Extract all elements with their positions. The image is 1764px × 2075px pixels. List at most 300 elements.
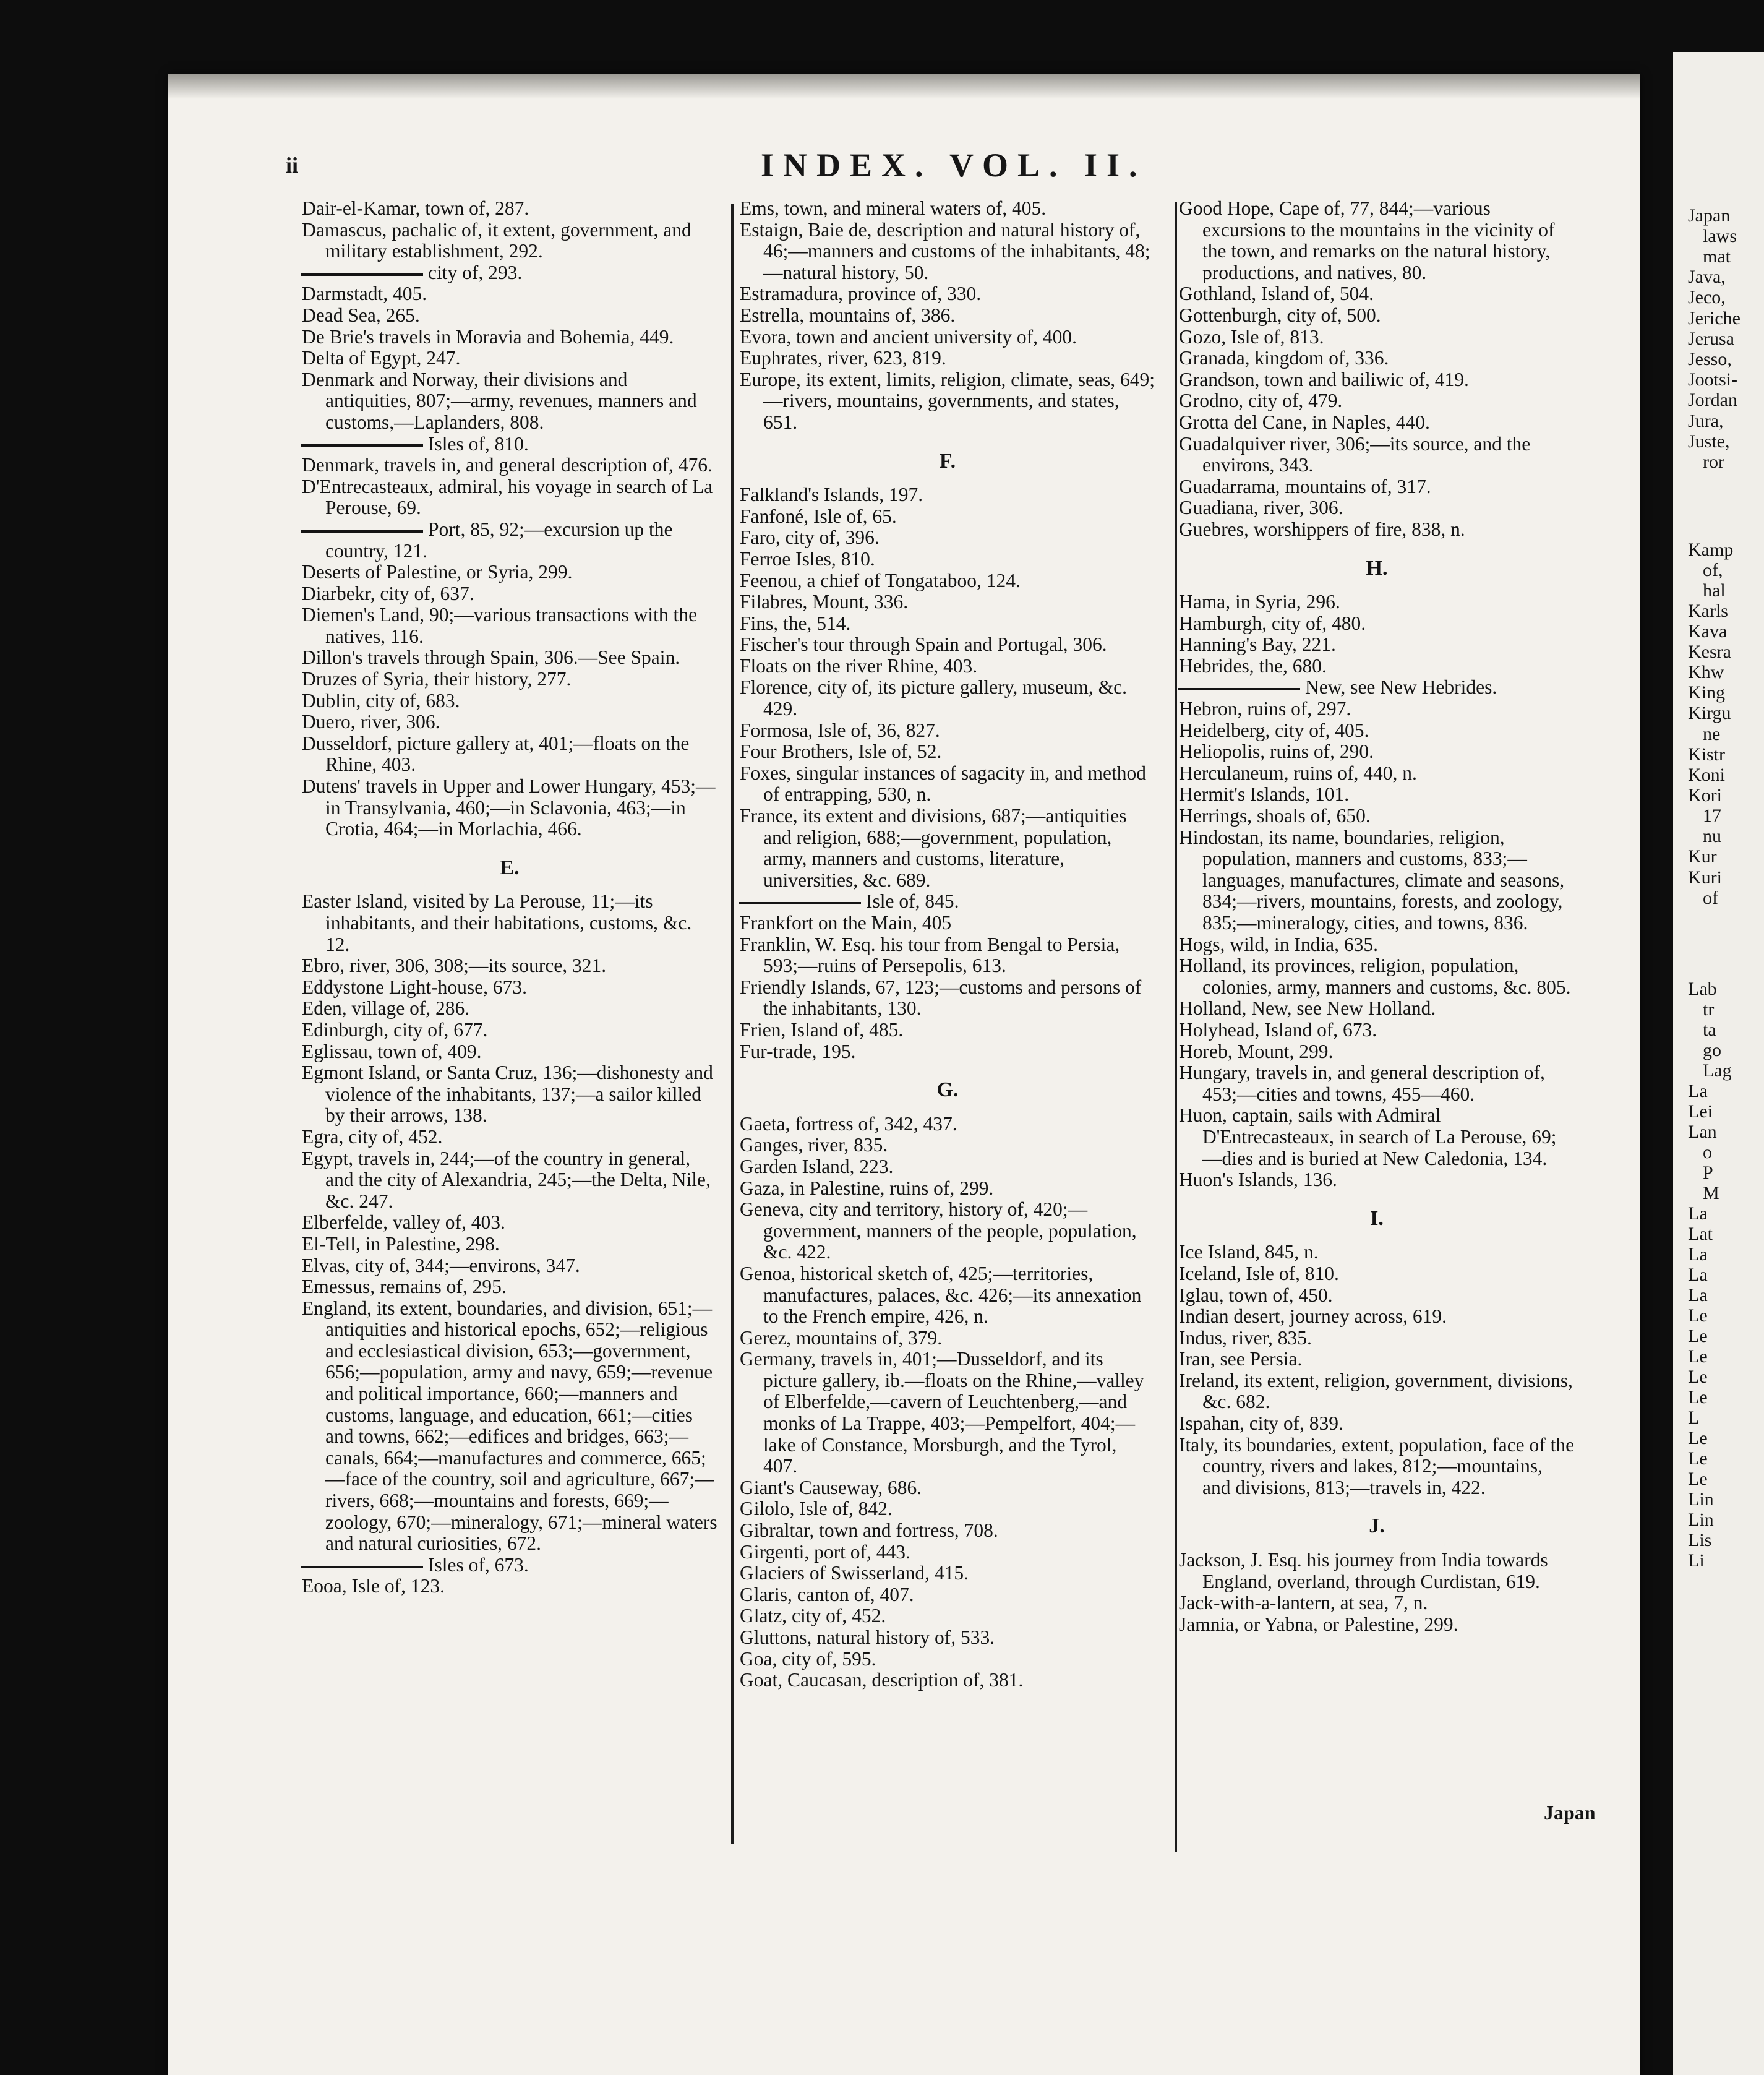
index-entry [302, 604, 717, 647]
index-entry-text: Filabres, Mount, 336. [740, 591, 909, 613]
facing-page-word: Kesra [1688, 642, 1731, 662]
facing-page-word: Kuri [1688, 867, 1722, 888]
index-entry-text: Falkland's Islands, 197. [740, 484, 923, 506]
index-entry-text: Iglau, town of, 450. [1179, 1284, 1333, 1306]
index-entry [302, 776, 717, 840]
index-entry [302, 583, 717, 605]
section-letter: E. [500, 856, 520, 879]
index-entry-text: Good Hope, Cape of, 77, 844;—various excursions to the mountains in the vicinity of the town, and remarks on the natural history, productions, and natives, 80. [1179, 197, 1555, 283]
index-entry-text: Gaza, in Palestine, ruins of, 299. [740, 1177, 994, 1199]
index-entry [740, 934, 1155, 977]
index-entry-text: Duero, river, 306. [302, 711, 440, 733]
index-entry [1179, 720, 1575, 742]
section-letter: J. [1369, 1514, 1385, 1538]
index-entry-text: Isles of, 810. [428, 432, 529, 455]
facing-page-word: Le [1688, 1387, 1708, 1407]
index-entry [302, 327, 717, 348]
index-entry-text: Glaciers of Swisserland, 415. [740, 1562, 969, 1584]
index-entry [1179, 634, 1575, 656]
section-letter: H. [1366, 556, 1388, 580]
index-entry [302, 369, 717, 434]
index-entry [1179, 1413, 1575, 1435]
index-entry [740, 741, 1155, 763]
index-entry [1179, 476, 1575, 498]
index-entry [302, 348, 717, 369]
index-column-right [1179, 198, 1575, 1635]
ditto-dash [301, 1566, 423, 1568]
index-entry-text: Fins, the, 514. [740, 612, 851, 634]
section-letter: F. [939, 449, 956, 473]
index-entry-text: Jamnia, or Yabna, or Palestine, 299. [1179, 1613, 1458, 1635]
facing-page-word: Lei [1688, 1101, 1713, 1122]
index-entry [1179, 827, 1575, 934]
index-entry-text: Isles of, 673. [428, 1553, 529, 1576]
index-entry [740, 1156, 1155, 1178]
facing-page-word: Kistr [1688, 744, 1725, 765]
index-entry-text: Hebron, ruins of, 297. [1179, 698, 1351, 720]
index-entry [740, 806, 1155, 891]
index-entry-text: Formosa, Isle of, 36, 827. [740, 719, 940, 741]
index-entry-text: Dusseldorf, picture gallery at, 401;—floats on the Rhine, 403. [302, 732, 690, 776]
facing-page-word: Khw [1688, 662, 1724, 682]
index-entry-text: Gilolo, Isle of, 842. [740, 1498, 893, 1520]
index-entry-text: city of, 293. [428, 261, 523, 283]
index-entry-text: Europe, its extent, limits, religion, climate, seas, 649;—rivers, mountains, governments, and states, 651. [740, 368, 1155, 433]
index-entry-text: Gothland, Island of, 504. [1179, 283, 1374, 305]
facing-page-word: Le [1688, 1448, 1708, 1469]
index-entry-text: Port, 85, 92;—excursion up the country, 121. [325, 518, 673, 562]
index-entry [740, 913, 1155, 934]
index-entry-text: Eglissau, town of, 409. [302, 1040, 482, 1062]
column-rule [731, 204, 734, 1844]
ditto-dash [739, 902, 861, 904]
index-entry-text: Foxes, singular instances of sagacity in, and method of entrapping, 530, n. [740, 762, 1146, 806]
ditto-dash [301, 530, 423, 533]
index-entry [1179, 613, 1575, 635]
index-entry [740, 348, 1155, 369]
index-entry-text: Estramadura, province of, 330. [740, 283, 982, 305]
index-entry [302, 690, 717, 712]
index-entry-text: Geneva, city and territory, history of, 420;—government, manners of the people, population, &c. 422. [740, 1198, 1137, 1263]
index-entry-text: Gerez, mountains of, 379. [740, 1326, 943, 1349]
index-entry-text: Evora, town and ancient university of, 400. [740, 325, 1077, 348]
index-subentry [302, 262, 717, 284]
index-entry [1179, 1105, 1575, 1169]
index-entry [1179, 1020, 1575, 1041]
index-entry [740, 1199, 1155, 1263]
index-entry-text: Darmstadt, 405. [302, 283, 427, 305]
facing-page-word: Kava [1688, 621, 1728, 642]
index-entry [740, 570, 1155, 592]
index-entry [302, 1041, 717, 1063]
facing-page-word: Kur [1688, 846, 1717, 867]
index-entry [740, 1520, 1155, 1542]
index-entry-text: Eden, village of, 286. [302, 997, 470, 1020]
facing-page-word: Lis [1688, 1530, 1712, 1550]
index-entry [302, 1148, 717, 1213]
index-entry [740, 613, 1155, 635]
index-entry [740, 305, 1155, 327]
ditto-dash [1178, 688, 1300, 690]
index-entry-text: Estrella, mountains of, 386. [740, 304, 956, 326]
facing-page-word: Kamp [1688, 539, 1734, 560]
facing-page-word: Le [1688, 1367, 1708, 1387]
facing-page-word: Koni [1688, 765, 1725, 785]
index-entry [302, 647, 717, 669]
index-entry-text: Ems, town, and mineral waters of, 405. [740, 197, 1047, 219]
facing-page-word: Java, [1688, 267, 1726, 287]
index-entry-text: Gozo, Isle of, 813. [1179, 325, 1324, 348]
index-entry [302, 711, 717, 733]
facing-page-word: Jeriche [1688, 308, 1740, 329]
index-entry-text: Holland, New, see New Holland. [1179, 997, 1436, 1020]
facing-page-word: Jerusa [1688, 329, 1734, 349]
index-entry [1179, 1242, 1575, 1263]
index-entry-text: Grodno, city of, 479. [1179, 390, 1343, 412]
index-entry-text: Isle of, 845. [866, 890, 959, 913]
index-entry-text: Frankfort on the Main, 405 [740, 912, 952, 934]
index-entry-text: Guadiana, river, 306. [1179, 497, 1343, 519]
index-entry [302, 1062, 717, 1127]
index-entry [1179, 1614, 1575, 1636]
index-entry [1179, 698, 1575, 720]
index-entry-text: Heliopolis, ruins of, 290. [1179, 741, 1374, 763]
index-entry [1179, 998, 1575, 1020]
index-entry [740, 763, 1155, 806]
index-entry [1179, 1285, 1575, 1307]
index-entry [740, 1041, 1155, 1063]
index-entry [740, 549, 1155, 570]
facing-page-word: nu [1703, 826, 1721, 846]
index-entry [1179, 283, 1575, 305]
index-entry-text: Glaris, canton of, 407. [740, 1583, 914, 1605]
index-entry-text: Holland, its provinces, religion, population, colonies, army, manners and customs, &c. 805. [1179, 955, 1571, 998]
index-subentry [740, 891, 1155, 913]
index-entry [740, 1114, 1155, 1135]
facing-page-word: Juste, [1688, 431, 1730, 452]
section-letter: G. [936, 1078, 959, 1102]
index-entry-text: Indian desert, journey across, 619. [1179, 1305, 1447, 1328]
index-column-middle [740, 198, 1155, 1691]
index-entry [1179, 1349, 1575, 1370]
index-entry [740, 198, 1155, 220]
index-entry [302, 1212, 717, 1234]
facing-page-word: Lat [1688, 1224, 1713, 1244]
index-entry [1179, 1263, 1575, 1285]
index-entry [302, 1234, 717, 1255]
index-entry [1179, 198, 1575, 283]
index-entry-text: Guadarrama, mountains of, 317. [1179, 475, 1431, 497]
facing-page-word: mat [1703, 246, 1731, 267]
index-entry-text: El-Tell, in Palestine, 298. [302, 1232, 500, 1255]
facing-page-fragment [1673, 52, 1764, 2075]
index-entry-text: Euphrates, river, 623, 819. [740, 347, 946, 369]
facing-page-word: La [1688, 1285, 1708, 1305]
index-entry-text: Ferroe Isles, 810. [740, 548, 875, 570]
index-entry-text: Hindostan, its name, boundaries, religion, population, manners and customs, 833;—languages, manufactures, climate and seasons, 834;—rivers, mountains, forests, and zoology, 835;—mineralogy, cities, and towns, 836. [1179, 826, 1565, 934]
facing-page-word: Le [1688, 1346, 1708, 1367]
index-entry [1179, 348, 1575, 369]
index-entry-text: Guadalquiver river, 306;—its source, and the environs, 343. [1179, 432, 1531, 476]
index-entry-text: Girgenti, port of, 443. [740, 1540, 910, 1563]
index-entry-text: Germany, travels in, 401;—Dusseldorf, and its picture gallery, ib.—floats on the Rhine,—valley of Elberfelde,—cavern of Leuchtenberg,—and monks of La Trappe, 403;—Pempelfort, 404;—lake of Constance, Morsburgh, and the Tyrol, 407. [740, 1348, 1144, 1477]
index-entry-text: Hebrides, the, 680. [1179, 655, 1327, 677]
index-entry-text: Franklin, W. Esq. his tour from Bengal to Persia, 593;—ruins of Persepolis, 613. [740, 933, 1120, 977]
index-entry-text: Goa, city of, 595. [740, 1648, 876, 1670]
index-entry-text: Elberfelde, valley of, 403. [302, 1211, 505, 1234]
index-entry-text: Dublin, city of, 683. [302, 689, 460, 711]
index-entry [740, 1627, 1155, 1649]
index-entry [302, 1576, 717, 1597]
index-entry [740, 220, 1155, 284]
index-entry [740, 634, 1155, 656]
facing-page-word: Lin [1688, 1489, 1714, 1510]
index-entry-text: Edinburgh, city of, 677. [302, 1018, 488, 1041]
index-entry-text: Hamburgh, city of, 480. [1179, 612, 1366, 634]
index-entry [1179, 369, 1575, 391]
index-entry-text: Granada, kingdom of, 336. [1179, 347, 1389, 369]
facing-page-word: L [1688, 1407, 1700, 1428]
index-entry [302, 1127, 717, 1148]
index-entry [740, 656, 1155, 677]
index-entry-text: Guebres, worshippers of fire, 838, n. [1179, 518, 1465, 540]
index-subentry [302, 1555, 717, 1576]
index-subentry [1179, 677, 1575, 698]
index-entry-text: Huon's Islands, 136. [1179, 1169, 1337, 1191]
index-entry [302, 220, 717, 262]
index-entry-text: England, its extent, boundaries, and division, 651;—antiquities and historical epochs, 652;—religious and ecclesiastical division, 653;—government, 656;—population, army and navy, 659;—revenue and political importance, 660;—manners and customs, language, and education, 661;—cities and towns, 662;—edifices and bridges, 663;—canals, 664;—manufactures and commerce, 665;—face of the country, soil and agriculture, 667;—rivers, 668;—mountains and forests, 669;—zoology, 670;—mineralogy, 671;—mineral waters and natural curiosities, 672. [302, 1297, 717, 1555]
index-entry-text: Hermit's Islands, 101. [1179, 783, 1350, 806]
index-entry [302, 1298, 717, 1555]
index-entry-text: Denmark and Norway, their divisions and antiquities, 807;—army, revenues, manners and customs,—Laplanders, 808. [302, 368, 697, 433]
index-entry [740, 1477, 1155, 1499]
facing-page-word: Lin [1688, 1510, 1714, 1530]
index-entry-text: Hama, in Syria, 296. [1179, 591, 1340, 613]
index-entry [1179, 434, 1575, 476]
facing-page-word: Japan [1688, 205, 1731, 226]
index-entry-text: Diarbekr, city of, 637. [302, 582, 474, 604]
index-entry [302, 669, 717, 690]
facing-page-word: P [1703, 1162, 1713, 1183]
index-entry [1179, 934, 1575, 956]
index-entry [1179, 763, 1575, 784]
index-entry [302, 198, 717, 220]
index-entry-text: Jack-with-a-lantern, at sea, 7, n. [1179, 1592, 1428, 1614]
index-entry [1179, 519, 1575, 541]
index-entry [740, 720, 1155, 742]
index-entry-text: Faro, city of, 396. [740, 526, 880, 549]
index-entry-text: Iran, see Persia. [1179, 1348, 1303, 1370]
facing-page-word: of [1703, 888, 1718, 908]
index-entry-text: Dair-el-Kamar, town of, 287. [302, 197, 529, 219]
index-entry-text: Four Brothers, Isle of, 52. [740, 741, 942, 763]
facing-page-word: La [1688, 1244, 1708, 1265]
index-entry-text: Hungary, travels in, and general description of, 453;—cities and towns, 455—460. [1179, 1062, 1545, 1105]
index-entry [1179, 390, 1575, 412]
page-number: ii [286, 153, 299, 178]
index-entry-text: France, its extent and divisions, 687;—antiquities and religion, 688;—government, population, army, manners and customs, literature, universities, &c. 689. [740, 805, 1127, 891]
index-entry [1179, 1062, 1575, 1105]
index-entry [740, 1563, 1155, 1584]
index-entry-text: Floats on the river Rhine, 403. [740, 655, 978, 677]
facing-page-word: ne [1703, 724, 1721, 744]
index-entry [1179, 1550, 1575, 1592]
index-entry-text: Herculaneum, ruins of, 440, n. [1179, 762, 1417, 784]
index-entry [1179, 955, 1575, 998]
index-entry [740, 1605, 1155, 1627]
index-entry [740, 1649, 1155, 1670]
index-entry-text: Horeb, Mount, 299. [1179, 1040, 1334, 1062]
section-letter: I. [1370, 1206, 1384, 1230]
index-entry-text: Emessus, remains of, 295. [302, 1276, 507, 1298]
index-entry [740, 591, 1155, 613]
index-entry [1179, 656, 1575, 677]
facing-page-word: Jesso, [1688, 349, 1732, 369]
index-entry-text: New, see New Hebrides. [1305, 676, 1497, 698]
index-entry-text: Gaeta, fortress of, 342, 437. [740, 1112, 957, 1135]
index-entry [740, 1498, 1155, 1520]
index-entry-text: Egra, city of, 452. [302, 1125, 443, 1148]
index-entry-text: Friendly Islands, 67, 123;—customs and persons of the inhabitants, 130. [740, 976, 1142, 1020]
index-subentry [302, 519, 717, 562]
index-entry [302, 891, 717, 955]
index-entry-text: Gluttons, natural history of, 533. [740, 1626, 995, 1648]
facing-page-word: Karls [1688, 601, 1728, 621]
index-entry [740, 1328, 1155, 1349]
facing-page-word: tr [1703, 999, 1715, 1020]
index-entry [740, 1542, 1155, 1563]
ditto-dash [301, 444, 423, 447]
index-entry [1179, 327, 1575, 348]
index-entry-text: Dead Sea, 265. [302, 304, 420, 326]
index-entry-text: Ebro, river, 306, 308;—its source, 321. [302, 955, 607, 977]
index-entry-text: Gottenburgh, city of, 500. [1179, 304, 1381, 326]
index-entry-text: Estaign, Baie de, description and natural history of, 46;—manners and customs of the inhabitants, 48;—natural history, 50. [740, 218, 1150, 283]
index-entry-text: Huon, captain, sails with Admiral D'Entrecasteaux, in search of La Perouse, 69;—dies and is buried at New Caledonia, 134. [1179, 1104, 1557, 1169]
facing-page-word: go [1703, 1040, 1721, 1060]
facing-page-word: Le [1688, 1428, 1708, 1448]
index-entry [1179, 1370, 1575, 1413]
index-entry-text: Egmont Island, or Santa Cruz, 136;—dishonesty and violence of the inhabitants, 137;—a sailor killed by their arrows, 138. [302, 1062, 713, 1127]
index-entry-text: Fischer's tour through Spain and Portugal, 306. [740, 634, 1107, 656]
index-entry-text: Holyhead, Island of, 673. [1179, 1018, 1377, 1041]
index-entry [302, 283, 717, 305]
facing-page-word: Jeco, [1688, 287, 1726, 307]
index-entry-text: Frien, Island of, 485. [740, 1018, 904, 1041]
index-entry [1179, 305, 1575, 327]
index-entry [1179, 1041, 1575, 1063]
facing-page-word: Le [1688, 1469, 1708, 1489]
index-entry-text: Hogs, wild, in India, 635. [1179, 933, 1378, 955]
index-entry-text: Jackson, J. Esq. his journey from India towards England, overland, through Curdistan, 619. [1179, 1549, 1548, 1592]
index-entry-text: D'Entrecasteaux, admiral, his voyage in search of La Perouse, 69. [302, 475, 713, 519]
index-entry-text: Goat, Caucasan, description of, 381. [740, 1669, 1024, 1691]
index-entry-text: Hanning's Bay, 221. [1179, 634, 1336, 656]
index-entry-text: Fanfoné, Isle of, 65. [740, 505, 897, 527]
index-entry [1179, 1592, 1575, 1614]
catchword: Japan [1544, 1802, 1596, 1824]
index-entry [740, 977, 1155, 1020]
facing-page-word: Jordan [1688, 390, 1737, 410]
facing-page-word: Kirgu [1688, 703, 1731, 723]
index-entry [1179, 591, 1575, 613]
index-entry [740, 1584, 1155, 1606]
index-entry [740, 1135, 1155, 1156]
facing-page-word: hal [1703, 580, 1726, 601]
index-entry-text: Herrings, shoals of, 650. [1179, 805, 1371, 827]
index-entry [740, 484, 1155, 506]
index-entry [740, 1670, 1155, 1691]
index-entry [740, 1263, 1155, 1328]
index-column-left [302, 198, 717, 1597]
facing-page-word: Le [1688, 1305, 1708, 1326]
index-entry [1179, 1435, 1575, 1499]
index-entry [1179, 1169, 1575, 1191]
index-entry-text: Gibraltar, town and fortress, 708. [740, 1519, 998, 1542]
index-entry-text: Grotta del Cane, in Naples, 440. [1179, 411, 1430, 433]
facing-page-word: Lab [1688, 979, 1717, 999]
index-entry [740, 1020, 1155, 1041]
facing-page-word: King [1688, 682, 1725, 703]
index-entry [302, 305, 717, 327]
index-entry-text: Ireland, its extent, religion, government, divisions, &c. 682. [1179, 1369, 1573, 1413]
index-entry [1179, 806, 1575, 827]
index-entry-text: Delta of Egypt, 247. [302, 347, 461, 369]
facing-page-word: Li [1688, 1550, 1705, 1571]
facing-page-word: laws [1703, 226, 1737, 246]
index-entry-text: Elvas, city of, 344;—environs, 347. [302, 1254, 580, 1276]
index-entry [1179, 784, 1575, 806]
index-entry [302, 455, 717, 476]
facing-page-word: ror [1703, 452, 1724, 472]
index-entry [740, 1349, 1155, 1477]
index-entry [1179, 1328, 1575, 1349]
index-entry-text: Heidelberg, city of, 405. [1179, 719, 1369, 741]
index-entry [302, 998, 717, 1020]
index-entry-text: Fur-trade, 195. [740, 1040, 856, 1062]
facing-page-word: Kori [1688, 785, 1722, 806]
index-entry [1179, 1306, 1575, 1328]
index-entry-text: Ganges, river, 835. [740, 1134, 888, 1156]
index-entry [302, 955, 717, 977]
index-entry [1179, 741, 1575, 763]
index-entry-text: Ice Island, 845, n. [1179, 1241, 1319, 1263]
index-entry-text: Dillon's travels through Spain, 306.—See Spain. [302, 647, 680, 669]
index-entry-text: Eooa, Isle of, 123. [302, 1575, 445, 1597]
index-subentry [302, 434, 717, 455]
index-entry [740, 506, 1155, 528]
index-entry [302, 562, 717, 583]
index-entry-text: Florence, city of, its picture gallery, museum, &c. 429. [740, 676, 1128, 720]
index-entry [740, 327, 1155, 348]
index-entry [740, 369, 1155, 434]
index-entry-text: Feenou, a chief of Tongataboo, 124. [740, 569, 1021, 591]
index-entry-text: Giant's Causeway, 686. [740, 1476, 922, 1498]
running-head: INDEX. VOL. II. [761, 147, 1147, 184]
index-entry-text: Eddystone Light-house, 673. [302, 976, 527, 998]
facing-page-word: Jootsi- [1688, 369, 1738, 390]
index-entry-text: Damascus, pachalic of, it extent, government, and military establishment, 292. [302, 218, 691, 262]
index-entry [740, 283, 1155, 305]
index-entry [302, 476, 717, 519]
facing-page-word: 17 [1703, 806, 1721, 826]
index-entry-text: De Brie's travels in Moravia and Bohemia, 449. [302, 325, 674, 348]
index-entry-text: Egypt, travels in, 244;—of the country in general, and the city of Alexandria, 245;—the Delta, Nile, &c. 247. [302, 1147, 711, 1212]
facing-page-word: La [1688, 1265, 1708, 1285]
facing-page-word: ta [1703, 1020, 1716, 1040]
index-entry-text: Indus, river, 835. [1179, 1326, 1312, 1349]
facing-page-word: Lag [1703, 1060, 1732, 1081]
